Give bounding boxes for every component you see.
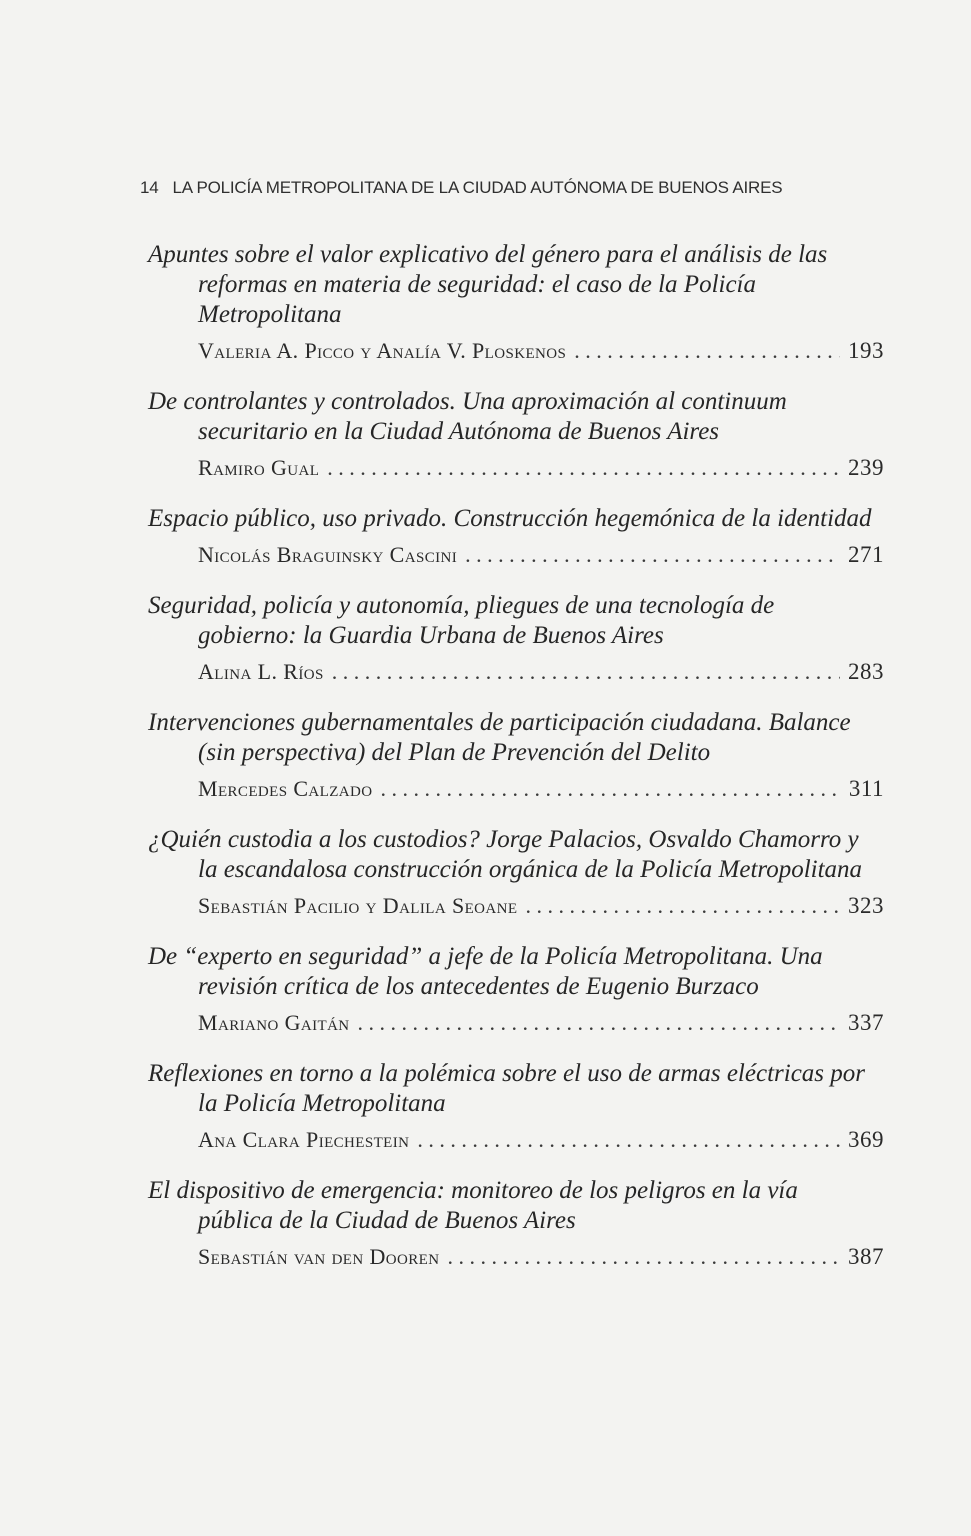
chapter-author: Mariano Gaitán: [198, 1010, 350, 1035]
chapter-title: El dispositivo de emergencia: monitoreo de los peligros en la vía pública de la Ciudad de Buenos Aires: [148, 1177, 798, 1234]
chapter-author: Ramiro Gual: [198, 455, 320, 480]
chapter-title: Reflexiones en torno a la polémica sobre el uso de armas eléctricas por la Policía Metropolitana: [148, 1060, 865, 1117]
chapter-author: Sebastián van den Dooren: [198, 1244, 440, 1269]
author-line: [148, 453, 884, 483]
dot-leader: [332, 657, 840, 687]
chapter-author: Alina L. Ríos: [198, 659, 324, 684]
dot-leader: [574, 336, 840, 366]
toc-entry: [148, 708, 884, 804]
author-line: [148, 1242, 884, 1272]
chapter-page: 271: [848, 542, 884, 567]
toc-entry: [148, 591, 884, 687]
chapter-author: Ana Clara Piechestein: [198, 1127, 410, 1152]
chapter-page: 283: [848, 659, 884, 684]
dot-leader: [525, 891, 840, 921]
toc-entry: [148, 1176, 884, 1272]
running-title: LA POLICÍA METROPOLITANA DE LA CIUDAD AUTÓNOMA DE BUENOS AIRES: [172, 178, 783, 197]
dot-leader: [327, 453, 840, 483]
dot-leader: [447, 1242, 840, 1272]
author-line: [148, 540, 884, 570]
toc-entry: [148, 825, 884, 921]
chapter-page: 311: [848, 776, 884, 801]
dot-leader: [465, 540, 840, 570]
toc-entry: [148, 240, 884, 366]
chapter-author: Mercedes Calzado: [198, 776, 373, 801]
chapter-title: De “experto en seguridad” a jefe de la Policía Metropolitana. Una revisión crítica de los antecedentes de Eugenio Burzaco: [148, 943, 823, 1000]
table-of-contents-page: [140, 178, 884, 1293]
chapter-title: ¿Quién custodia a los custodios? Jorge Palacios, Osvaldo Chamorro y la escandalosa construcción orgánica de la Policía Metropolitana: [148, 826, 863, 883]
dot-leader: [380, 774, 840, 804]
chapter-title: Intervenciones gubernamentales de participación ciudadana. Balance (sin perspectiva) del Plan de Prevención del Delito: [148, 709, 851, 766]
dot-leader: [358, 1008, 840, 1038]
toc-entry: [148, 942, 884, 1038]
chapter-author: Nicolás Braguinsky Cascini: [198, 542, 458, 567]
chapter-author: Valeria A. Picco y Analía V. Ploskenos: [198, 338, 567, 363]
chapter-page: 323: [848, 893, 884, 918]
author-line: [148, 1008, 884, 1038]
chapter-page: 387: [848, 1244, 884, 1269]
chapter-page: 369: [848, 1127, 884, 1152]
author-line: [148, 774, 884, 804]
chapter-title: Seguridad, policía y autonomía, pliegues de una tecnología de gobierno: la Guardia Urbana de Buenos Aires: [148, 592, 775, 649]
chapter-title: De controlantes y controlados. Una aproximación al continuum securitario en la Ciudad Autónoma de Buenos Aires: [148, 388, 787, 445]
chapter-page: 193: [848, 338, 884, 363]
toc-entry: [148, 504, 884, 570]
author-line: [148, 891, 884, 921]
author-line: [148, 1125, 884, 1155]
toc-entry: [148, 1059, 884, 1155]
chapter-page: 239: [848, 455, 884, 480]
page-number: 14: [140, 178, 159, 197]
chapter-page: 337: [848, 1010, 884, 1035]
dot-leader: [417, 1125, 840, 1155]
chapter-author: Sebastián Pacilio y Dalila Seoane: [198, 893, 518, 918]
chapter-title: Espacio público, uso privado. Construcción hegemónica de la identidad: [148, 505, 872, 532]
author-line: [148, 336, 884, 366]
chapter-title: Apuntes sobre el valor explicativo del género para el análisis de las reformas en materia de seguridad: el caso de la Policía Metropolitana: [148, 241, 828, 328]
running-header: [140, 178, 884, 198]
author-line: [148, 657, 884, 687]
toc-entry: [148, 387, 884, 483]
